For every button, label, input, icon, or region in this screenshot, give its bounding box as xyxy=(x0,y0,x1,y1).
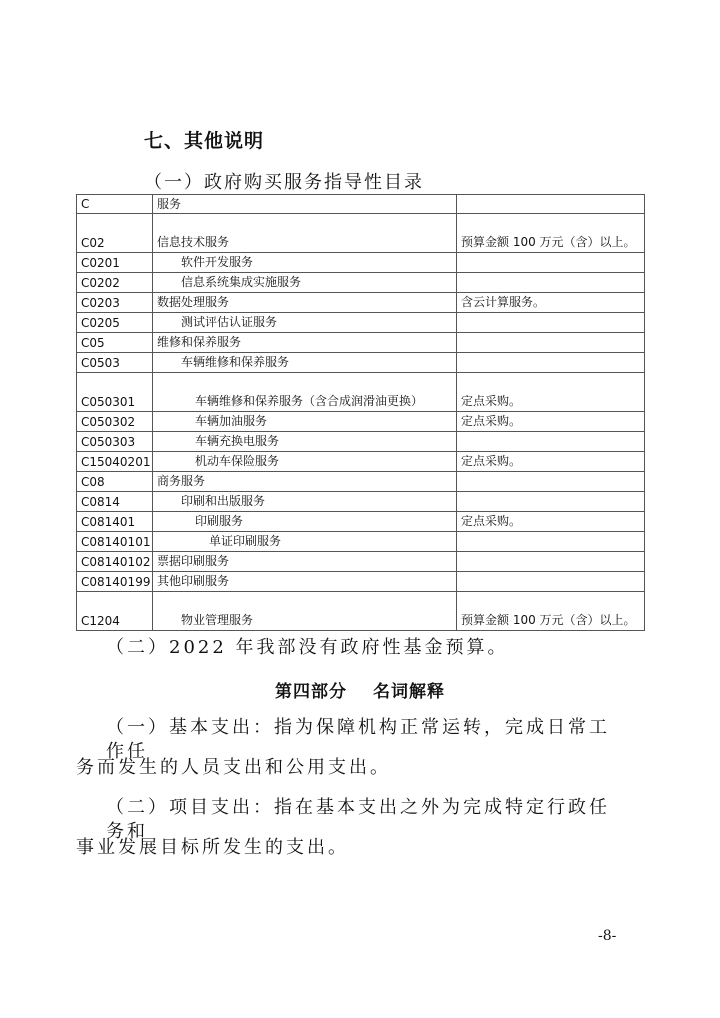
row-note: 定点采购。 xyxy=(457,412,645,432)
table-row xyxy=(77,492,645,512)
table-row xyxy=(77,452,645,472)
row-code: C15040201 xyxy=(77,452,153,472)
row-code: C050301 xyxy=(77,373,153,412)
row-service-name: 测试评估认证服务 xyxy=(153,313,457,333)
row-service-name: 信息系统集成实施服务 xyxy=(153,273,457,293)
table-row xyxy=(77,552,645,572)
row-note: 定点采购。 xyxy=(457,512,645,532)
service-catalog-table xyxy=(76,194,645,631)
part-title xyxy=(0,677,720,702)
row-service-name: 车辆充换电服务 xyxy=(153,432,457,452)
table-row xyxy=(77,273,645,293)
row-service-name: 信息技术服务 xyxy=(153,214,457,253)
row-note xyxy=(457,273,645,293)
row-code: C08140102 xyxy=(77,552,153,572)
row-service-name: 车辆维修和保养服务 xyxy=(153,353,457,373)
row-code: C0503 xyxy=(77,353,153,373)
row-service-name: 印刷和出版服务 xyxy=(153,492,457,512)
row-service-name: 单证印刷服务 xyxy=(153,532,457,552)
table-row xyxy=(77,373,645,412)
table-row xyxy=(77,293,645,313)
row-code: C050303 xyxy=(77,432,153,452)
table-row xyxy=(77,572,645,592)
row-service-name: 其他印刷服务 xyxy=(153,572,457,592)
catalog-subheading: （一）政府购买服务指导性目录 xyxy=(144,172,424,193)
row-note xyxy=(457,572,645,592)
row-service-name: 商务服务 xyxy=(153,472,457,492)
section-heading: 七、其他说明 xyxy=(144,130,265,152)
row-code: C08140101 xyxy=(77,532,153,552)
row-code: C0203 xyxy=(77,293,153,313)
table-row xyxy=(77,532,645,552)
fund-note: （二）2022 年我部没有政府性基金预算。 xyxy=(106,637,509,658)
row-code: C050302 xyxy=(77,412,153,432)
row-service-name: 维修和保养服务 xyxy=(153,333,457,353)
definition-basic-line1: （一）基本支出：指为保障机构正常运转，完成日常工作任 xyxy=(106,717,610,762)
row-service-name: 机动车保险服务 xyxy=(153,452,457,472)
header-code: C xyxy=(77,195,153,214)
table-row xyxy=(77,472,645,492)
table-row xyxy=(77,592,645,631)
part-number: 第四部分 xyxy=(275,682,347,702)
row-code: C1204 xyxy=(77,592,153,631)
definition-project-line1: （二）项目支出：指在基本支出之外为完成特定行政任务和 xyxy=(106,797,610,842)
row-note xyxy=(457,333,645,353)
row-note: 含云计算服务。 xyxy=(457,293,645,313)
row-note xyxy=(457,532,645,552)
row-code: C08 xyxy=(77,472,153,492)
table-row xyxy=(77,512,645,532)
row-code: C0202 xyxy=(77,273,153,293)
table-row xyxy=(77,214,645,253)
row-note xyxy=(457,492,645,512)
row-code: C0814 xyxy=(77,492,153,512)
definition-project-line2: 事业发展目标所发生的支出。 xyxy=(76,837,349,858)
definition-basic-line2: 务而发生的人员支出和公用支出。 xyxy=(76,757,391,778)
part-name: 名词解释 xyxy=(373,682,445,702)
row-service-name: 数据处理服务 xyxy=(153,293,457,313)
row-note: 预算金额 100 万元（含）以上。 xyxy=(457,592,645,631)
row-code: C081401 xyxy=(77,512,153,532)
row-note: 定点采购。 xyxy=(457,373,645,412)
row-note xyxy=(457,313,645,333)
header-name: 服务 xyxy=(153,195,457,214)
table-row xyxy=(77,432,645,452)
row-code: C02 xyxy=(77,214,153,253)
header-note xyxy=(457,195,645,214)
row-code: C05 xyxy=(77,333,153,353)
row-code: C0201 xyxy=(77,253,153,273)
row-note xyxy=(457,432,645,452)
table-row xyxy=(77,353,645,373)
row-service-name: 车辆维修和保养服务（含合成润滑油更换） xyxy=(153,373,457,412)
row-service-name: 票据印刷服务 xyxy=(153,552,457,572)
row-note xyxy=(457,552,645,572)
row-note: 预算金额 100 万元（含）以上。 xyxy=(457,214,645,253)
row-service-name: 车辆加油服务 xyxy=(153,412,457,432)
row-service-name: 软件开发服务 xyxy=(153,253,457,273)
row-note: 定点采购。 xyxy=(457,452,645,472)
page-number: -8- xyxy=(598,928,617,944)
table-row xyxy=(77,412,645,432)
row-code: C0205 xyxy=(77,313,153,333)
table-header-row xyxy=(77,195,645,214)
table-row xyxy=(77,253,645,273)
row-service-name: 物业管理服务 xyxy=(153,592,457,631)
row-note xyxy=(457,253,645,273)
row-note xyxy=(457,472,645,492)
row-code: C08140199 xyxy=(77,572,153,592)
row-service-name: 印刷服务 xyxy=(153,512,457,532)
table-row xyxy=(77,313,645,333)
row-note xyxy=(457,353,645,373)
table-row xyxy=(77,333,645,353)
